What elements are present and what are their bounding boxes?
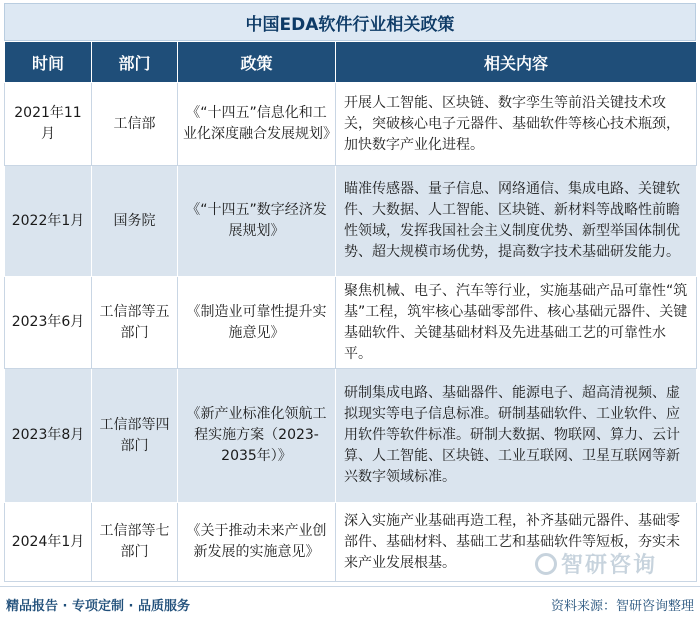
table-row [5,369,697,503]
header-row [5,42,697,83]
cell-time: 2023年6月 [5,277,92,369]
table-row [5,277,697,369]
cell-content: 瞄准传感器、量子信息、网络通信、集成电路、关键软件、大数据、人工智能、区块链、新材料等战略性前瞻性领域，发挥我国社会主义制度优势、新型举国体制优势、超大规模市场优势，提高数字技术基础研发能力。 [336,166,697,277]
cell-time: 2024年1月 [5,503,92,582]
cell-time: 2021年11月 [5,83,92,166]
cell-content: 开展人工智能、区块链、数字孪生等前沿关键技术攻关，突破核心电子元器件、基础软件等核心技术瓶颈，加快数字产业化进程。 [336,83,697,166]
cell-time: 2023年8月 [5,369,92,503]
cell-dept: 工信部等七部门 [92,503,178,582]
cell-dept: 工信部等五部门 [92,277,178,369]
cell-policy: 《制造业可靠性提升实施意见》 [178,277,336,369]
table-row [5,166,697,277]
footer-bar [0,586,700,622]
brand-logo-icon [535,553,557,575]
header-dept: 部门 [92,42,178,83]
cell-policy: 《“十四五”信息化和工业化深度融合发展规划》 [178,83,336,166]
policy-table [4,41,697,582]
header-policy: 政策 [178,42,336,83]
cell-policy: 《新产业标准化领航工程实施方案（2023-2035年）》 [178,369,336,503]
table-title: 中国EDA软件行业相关政策 [4,3,696,41]
cell-policy: 《“十四五”数字经济发展规划》 [178,166,336,277]
cell-content: 聚焦机械、电子、汽车等行业，实施基础产品可靠性“筑基”工程，筑牢核心基础零部件、核心基础元器件、关键基础软件、关键基础材料及先进基础工艺的可靠性水平。 [336,277,697,369]
brand-watermark [535,548,657,579]
header-content: 相关内容 [336,42,697,83]
footer-slogan: 精品报告 · 专项定制 · 品质服务 [6,599,190,614]
cell-content: 研制集成电路、基础器件、能源电子、超高清视频、虚拟现实等电子信息标准。研制基础软件、工业软件、应用软件等软件标准。研制大数据、物联网、算力、云计算、人工智能、区块链、工业互联网、卫星互联网等新兴数字领域标准。 [336,369,697,503]
header-time: 时间 [5,42,92,83]
cell-policy: 《关于推动未来产业创新发展的实施意见》 [178,503,336,582]
cell-content: 深入实施产业基础再造工程，补齐基础元器件、基础零部件、基础材料、基础工艺和基础软件等短板，夯实未来产业发展根基。 [336,503,697,582]
policy-table-frame [4,3,696,586]
table-row [5,83,697,166]
cell-dept: 工信部 [92,83,178,166]
cell-dept: 工信部等四部门 [92,369,178,503]
watermark-text: 智研咨询 [561,553,658,578]
cell-time: 2022年1月 [5,166,92,277]
cell-dept: 国务院 [92,166,178,277]
footer-source: 资料来源：智研咨询整理 [550,599,694,614]
